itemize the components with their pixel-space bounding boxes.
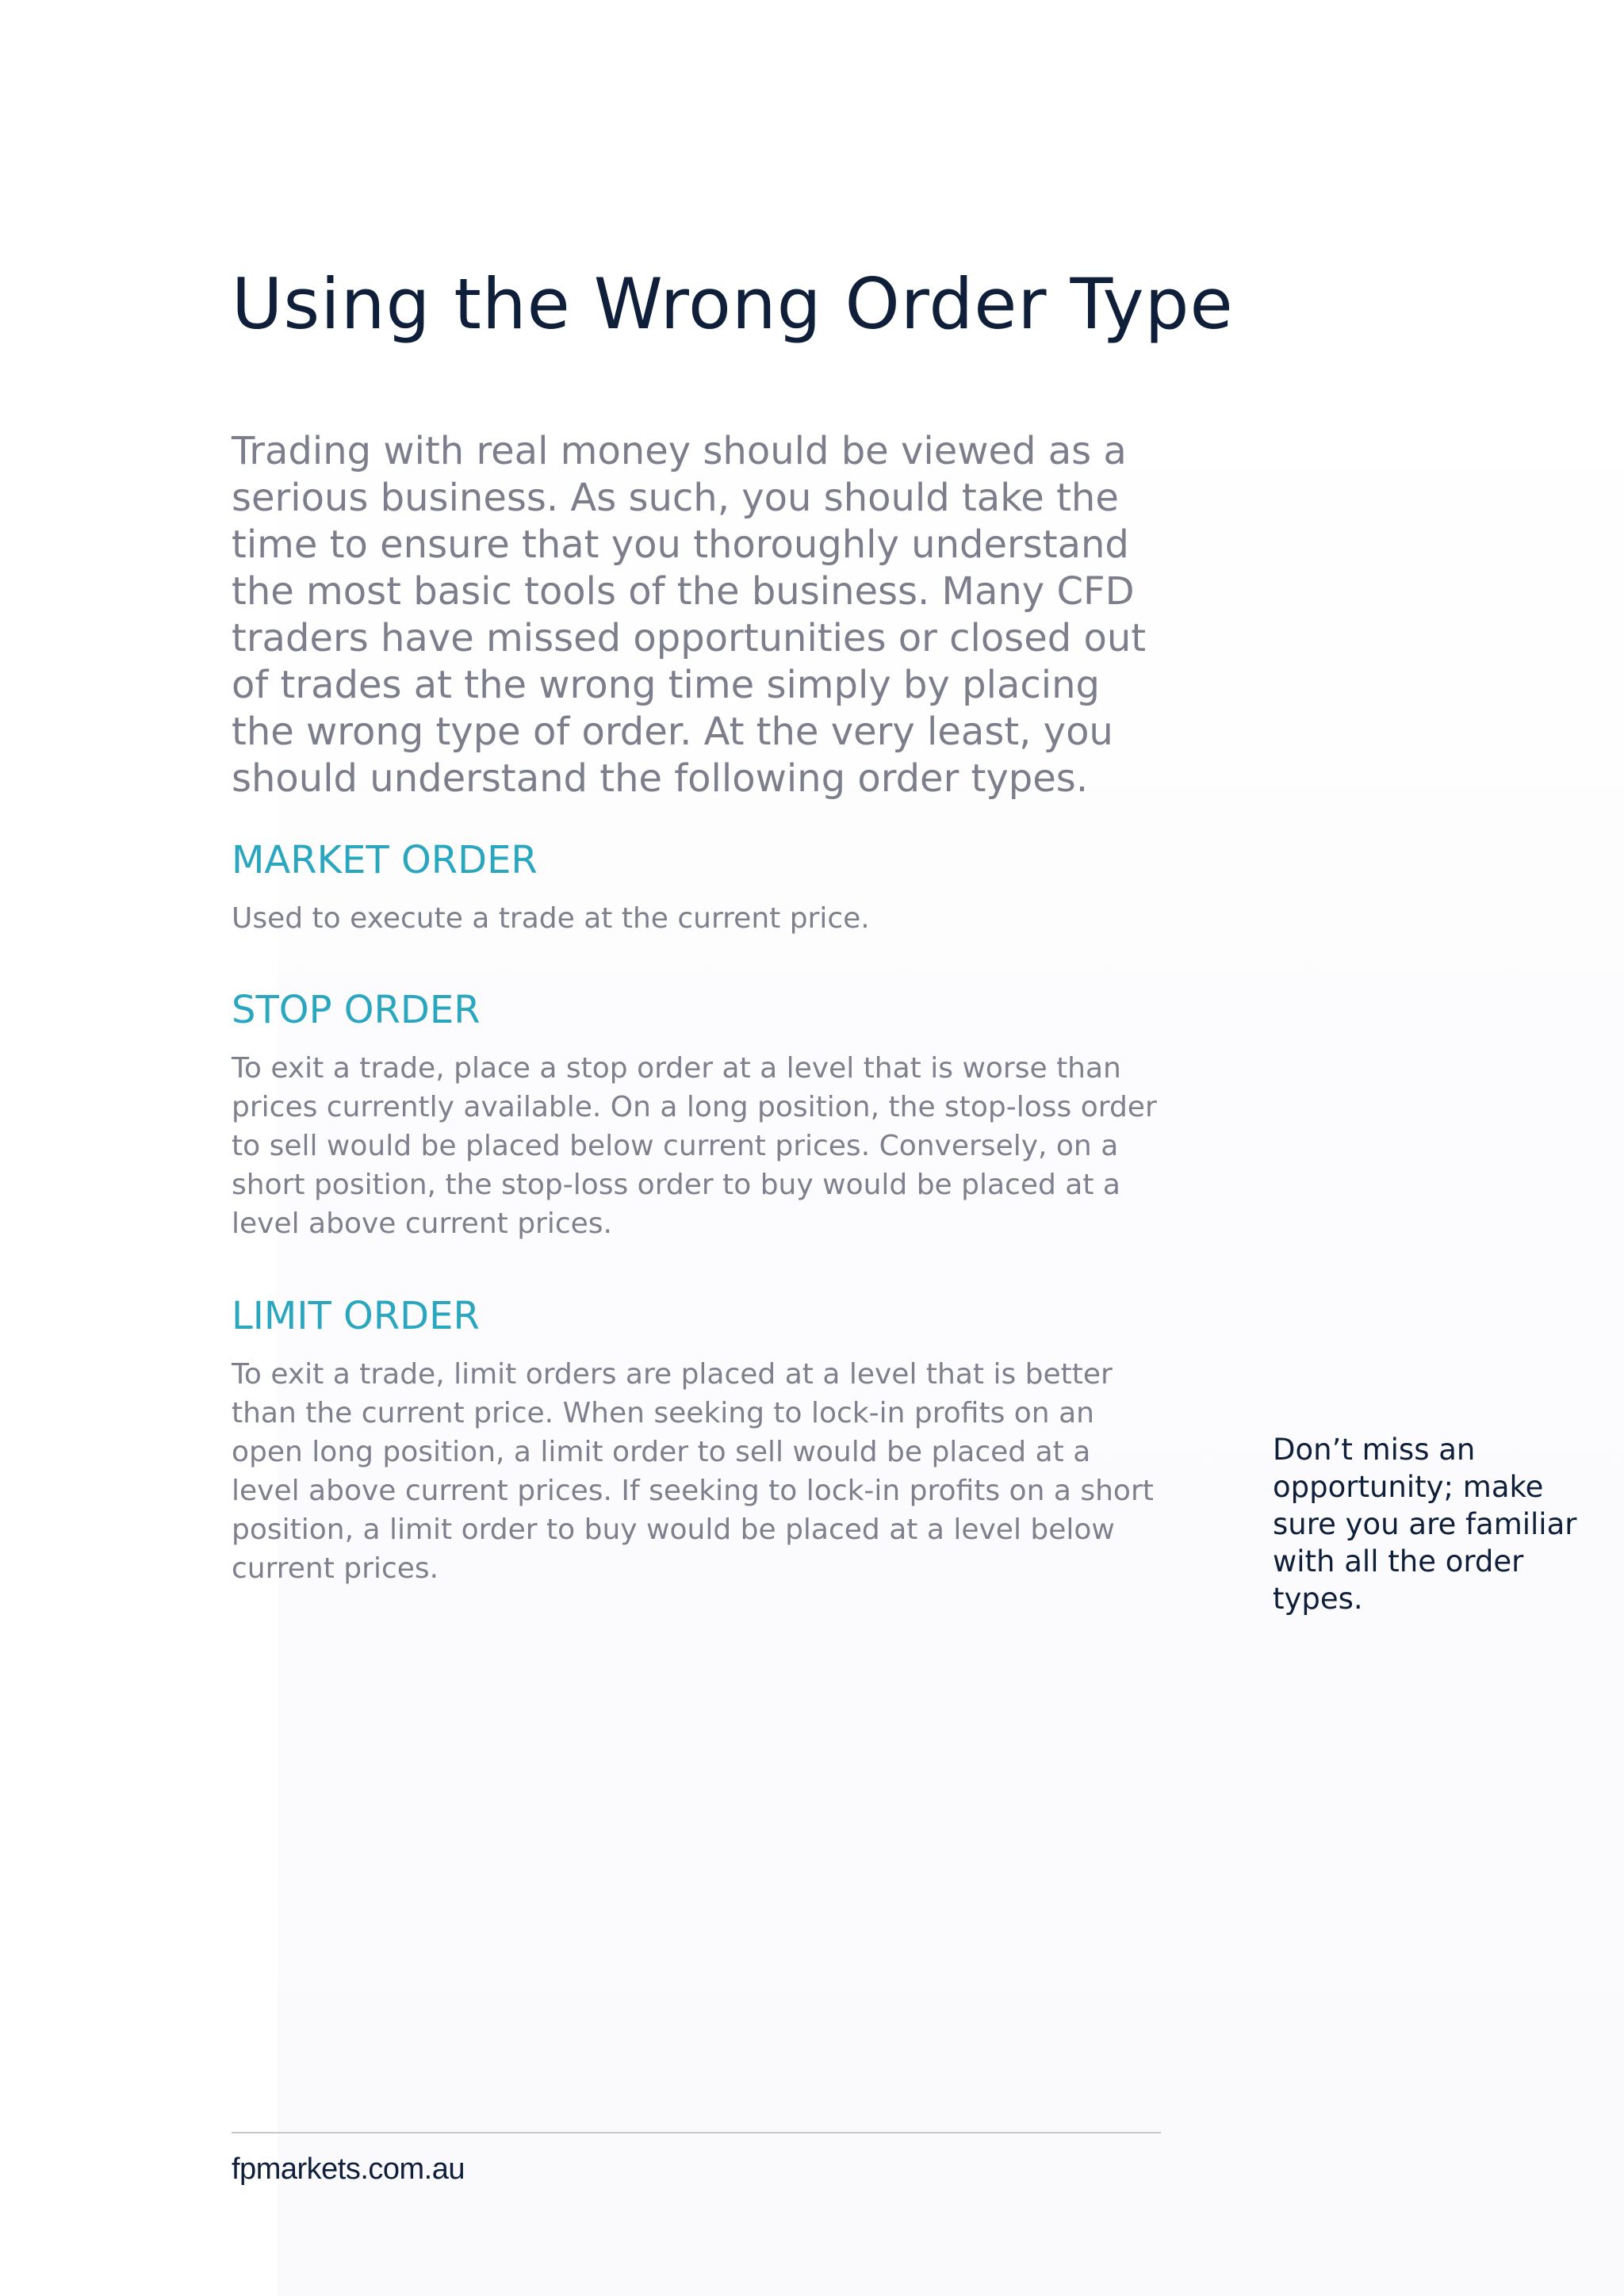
limit-order-line: than the current price. When seeking to lock-in profits on an <box>232 1397 1094 1429</box>
callout-line: opportunity; make <box>1273 1470 1544 1504</box>
stop-order-line: to sell would be placed below current prices. Conversely, on a <box>232 1130 1119 1162</box>
footer-divider <box>232 2132 1161 2133</box>
limit-order-line: level above current prices. If seeking to lock-in profits on a short <box>232 1475 1154 1507</box>
limit-order-line: open long position, a limit order to sell would be placed at a <box>232 1436 1091 1468</box>
stop-order-line: short position, the stop-loss order to buy would be placed at a <box>232 1169 1120 1201</box>
callout-line: types. <box>1273 1582 1363 1616</box>
limit-order-line: position, a limit order to buy would be placed at a level below <box>232 1513 1115 1546</box>
limit-order-text <box>232 1355 1167 1588</box>
limit-order-heading: LIMIT ORDER <box>232 1294 480 1338</box>
intro-line: time to ensure that you thoroughly understand <box>232 522 1129 567</box>
stop-order-heading: STOP ORDER <box>232 988 481 1032</box>
market-order-text <box>232 899 1167 938</box>
callout-note <box>1273 1431 1606 1617</box>
intro-line: the most basic tools of the business. Many CFD <box>232 569 1135 614</box>
intro-line: of trades at the wrong time simply by placing <box>232 663 1100 707</box>
callout-line: Don’t miss an <box>1273 1433 1476 1467</box>
callout-line: with all the order <box>1273 1544 1524 1578</box>
stop-order-line: To exit a trade, place a stop order at a level that is worse than <box>232 1052 1121 1085</box>
stop-order-line: prices currently available. On a long position, the stop-loss order <box>232 1091 1157 1123</box>
intro-line: should understand the following order types. <box>232 756 1089 801</box>
intro-line: traders have missed opportunities or closed out <box>232 616 1147 660</box>
footer-website: fpmarkets.com.au <box>232 2152 465 2186</box>
intro-line: serious business. As such, you should take the <box>232 476 1119 520</box>
intro-line: Trading with real money should be viewed as a <box>232 429 1127 473</box>
stop-order-text <box>232 1049 1167 1243</box>
page-title: Using the Wrong Order Type <box>232 263 1234 345</box>
limit-order-line: current prices. <box>232 1552 439 1585</box>
market-order-line: Used to execute a trade at the current price. <box>232 902 870 935</box>
callout-line: sure you are familiar <box>1273 1507 1577 1541</box>
stop-order-line: level above current prices. <box>232 1207 612 1240</box>
market-order-heading: MARKET ORDER <box>232 838 538 882</box>
intro-line: the wrong type of order. At the very least, you <box>232 710 1113 754</box>
limit-order-line: To exit a trade, limit orders are placed at a level that is better <box>232 1358 1113 1391</box>
intro-paragraph <box>232 428 1167 802</box>
